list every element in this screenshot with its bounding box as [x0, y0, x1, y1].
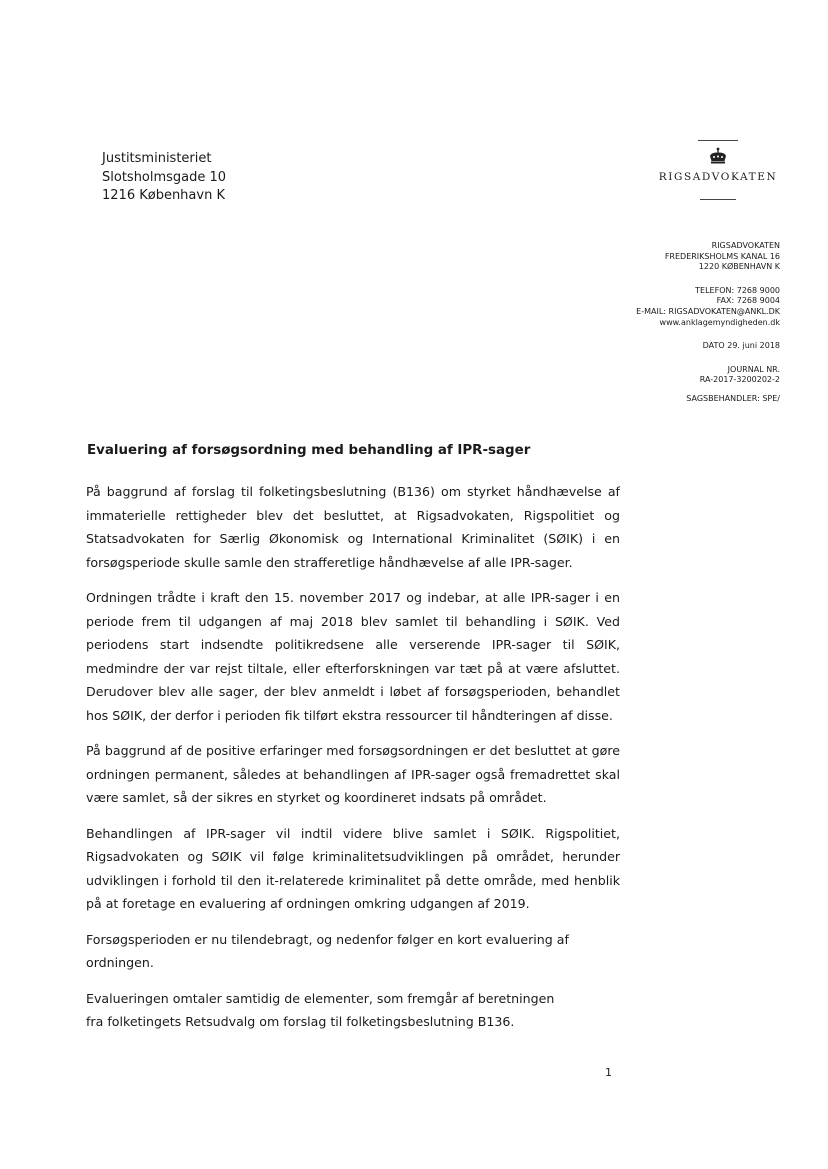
- letter-body: [86, 480, 620, 1046]
- journal-number: [636, 365, 780, 386]
- phone: TELEFON: 7268 9000: [695, 285, 780, 295]
- sender-address-line: 1220 KØBENHAVN K: [698, 262, 780, 272]
- email: E-MAIL: RIGSADVOKATEN@ANKL.DK: [636, 306, 780, 316]
- recipient-line: Slotsholmsgade 10: [102, 169, 227, 185]
- crown-icon: [708, 147, 728, 165]
- fax: FAX: 7268 9004: [716, 296, 780, 306]
- paragraph: Behandlingen af IPR-sager vil indtil videre blive samlet i SØIK. Rigspolitiet, Rigsadvokaten og SØIK vil følge kriminalitetsudviklingen på området, herunder udviklingen i forhold til den it-relaterede kriminalitet på dette område, med henblik på at foretage en evaluering af ordningen omkring udgangen af 2019.: [86, 825, 620, 911]
- letter-date: [636, 341, 780, 352]
- journal-label: JOURNAL NR.: [727, 364, 780, 374]
- sender-address: [636, 241, 780, 273]
- paragraph: På baggrund af forslag til folketingsbeslutning (B136) om styrket håndhævelse af immaterielle rettigheder blev det besluttet, at Rigsadvokaten, Rigspolitiet og Statsadvokaten for Særlig Økonomisk og International Kriminalitet (SØIK) i en forsøgsperiode skulle samle den strafferetlige håndhævelse af alle IPR-sager.: [86, 484, 620, 570]
- journal-value: RA-2017-3200202-2: [699, 375, 780, 385]
- logo-rule-bottom: [700, 199, 736, 200]
- sender-address-line: FREDERIKSHOLMS KANAL 16: [664, 251, 780, 261]
- paragraph: Evalueringen omtaler samtidig de elementer, som fremgår af beretningen fra folketingets Retsudvalg om forslag til folketingsbeslutning B136.: [86, 990, 555, 1029]
- sender-info: [636, 241, 780, 418]
- website: www.anklagemyndigheden.dk: [659, 317, 780, 327]
- date: DATO 29. juni 2018: [702, 341, 780, 351]
- sender-contact: [636, 286, 780, 328]
- logo-rule-top: [698, 140, 738, 141]
- document-heading: Evaluering af forsøgsordning med behandling af IPR-sager: [87, 443, 531, 458]
- paragraph: På baggrund af de positive erfaringer med forsøgsordningen er det besluttet at gøre ordningen permanent, således at behandlingen af IPR-sager også fremadrettet skal være samlet, så der sikres en styrket og koordineret indsats på området.: [86, 743, 620, 805]
- case-handler: [636, 394, 780, 405]
- recipient-line: 1216 København K: [102, 188, 225, 203]
- recipient-line: Justitsministeriet: [102, 151, 212, 166]
- case-handler-line: SAGSBEHANDLER: SPE/: [686, 393, 780, 403]
- logo-name: RIGSADVOKATEN: [658, 171, 778, 183]
- paragraph: Forsøgsperioden er nu tilendebragt, og nedenfor følger en kort evaluering af ordningen.: [86, 931, 569, 970]
- page-number: 1: [605, 1066, 612, 1079]
- recipient-address: [102, 150, 226, 206]
- sender-address-line: RIGSADVOKATEN: [711, 241, 780, 250]
- rigsadvokaten-logo: [648, 140, 788, 200]
- paragraph: Ordningen trådte i kraft den 15. november 2017 og indebar, at alle IPR-sager i en periode frem til udgangen af maj 2018 blev samlet til behandling i SØIK. Ved periodens start indsendte politikredsene alle verserende IPR-sager til SØIK, medmindre der var rejst tiltale, eller efterforskningen var tæt på at være afsluttet. Derudover blev alle sager, der blev anmeldt i løbet af forsøgsperioden, behandlet hos SØIK, der derfor i perioden fik tilført ekstra ressourcer til håndteringen af disse.: [86, 590, 620, 723]
